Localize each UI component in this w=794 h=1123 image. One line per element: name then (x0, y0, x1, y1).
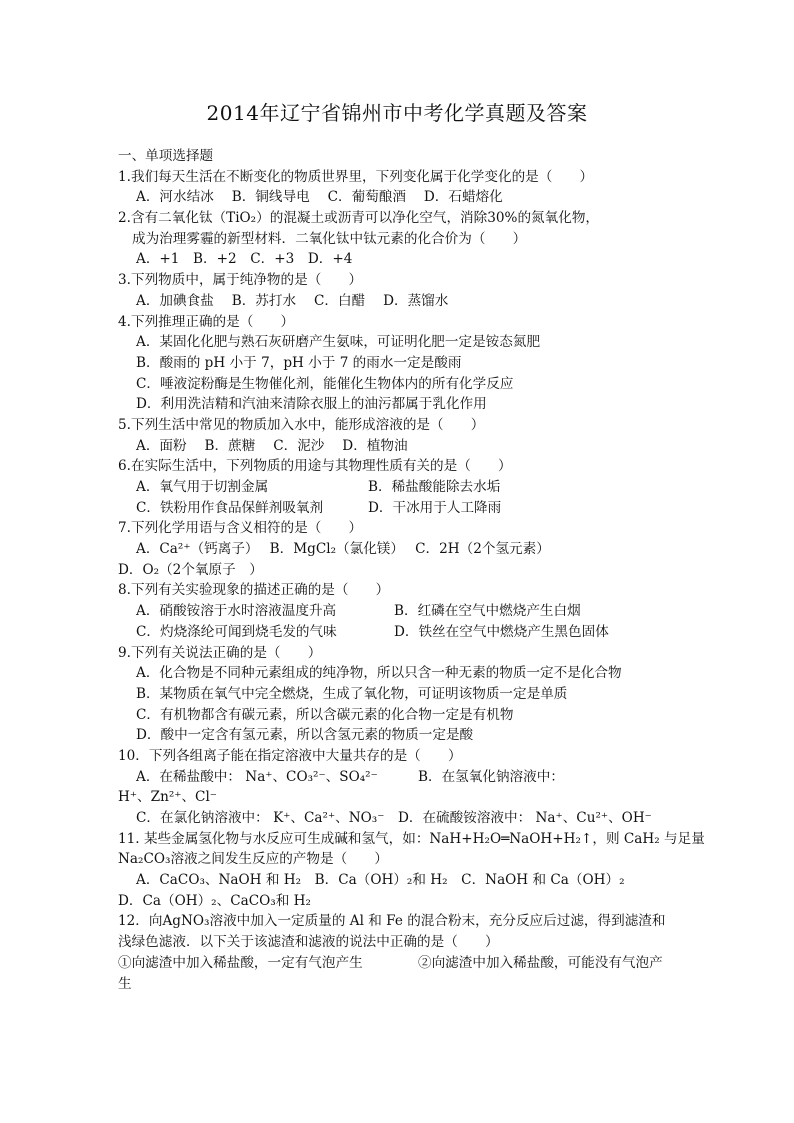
question-10-option-b: B．在氢氧化钠溶液中： (418, 768, 564, 785)
question-6-options-ab (118, 477, 678, 498)
question-list (118, 146, 705, 994)
question-4: 4.下列推理正确的是（ ） (118, 313, 295, 330)
question-8-option-d: D．铁丝在空气中燃烧产生黑色固体 (394, 623, 609, 640)
question-12: 12．向AgNO₃溶液中加入一定质量的 Al 和 Fe 的混合粉末，充分反应后过滤，得到滤渣和 (118, 913, 666, 930)
question-10-options-cd: C．在氯化钠溶液中： K⁺、Ca²⁺、NO₃⁻ D．在硫酸铵溶液中： Na⁺、Cu²⁺、OH⁻ (136, 810, 652, 826)
question-7: 7.下列化学用语与含义相符的是（ ） (118, 520, 363, 537)
question-12-statement-2-cont: 生 (118, 975, 132, 992)
question-8-option-b: B．红磷在空气中燃烧产生白烟 (394, 603, 581, 620)
question-8-options-ab (118, 601, 678, 622)
question-6-option-c: C．铁粉用作食品保鲜剂吸氧剂 (136, 499, 324, 516)
question-6: 6.在实际生活中，下列物质的用途与其物理性质有关的是（ ） (118, 458, 512, 475)
question-1: 1.我们每天生活在不断变化的物质世界里，下列变化属于化学变化的是（ ） (118, 168, 594, 185)
question-11-cont: Na₂CO₃溶液之间发生反应的产物是（ ） (118, 851, 388, 868)
question-4-option-d: D．利用洗洁精和汽油来清除衣服上的油污都属于乳化作用 (136, 396, 487, 413)
question-6-option-a: A．氧气用于切割金属 (136, 479, 269, 495)
page-title: 2014年辽宁省锦州市中考化学真题及答案 (206, 101, 588, 125)
question-6-options-cd (118, 498, 678, 519)
question-9-option-a: A．化合物是不同种元素组成的纯净物，所以只含一种无素的物质一定不是化合物 (136, 665, 622, 682)
question-10: 10．下列各组离子能在指定溶液中大量共存的是（ ） (118, 747, 462, 764)
question-12-statement-2: ②向滤渣中加入稀盐酸，可能没有气泡产 (418, 954, 663, 971)
question-4-option-c: C．唾液淀粉酶是生物催化剂，能催化生物体内的所有化学反应 (136, 375, 514, 392)
question-8-options-cd (118, 622, 678, 643)
question-8: 8.下列有关实验现象的描述正确的是（ ） (118, 582, 390, 599)
question-2: 2.含有二氧化钛（TiO₂）的混凝土或沥青可以净化空气，消除30%的氮氧化物， (118, 210, 600, 227)
question-7-options-abc: A．Ca²⁺（钙离子） B．MgCl₂（氯化镁） C．2H（2个氢元素） (136, 541, 550, 558)
question-10-option-b-ions: H⁺、Zn²⁺、Cl⁻ (118, 789, 217, 806)
question-10-option-a: A．在稀盐酸中： Na⁺、CO₃²⁻、SO₄²⁻ (136, 768, 378, 785)
question-9-option-d: D．酸中一定含有氢元素，所以含氢元素的物质一定是酸 (136, 727, 474, 744)
question-12-cont: 浅绿色滤液．以下关于该滤渣和滤液的说法中正确的是（ ） (118, 934, 499, 951)
question-10-options-ab (118, 767, 678, 788)
question-6-option-b: B．稀盐酸能除去水垢 (368, 479, 501, 495)
question-2-cont: 成为治理雾霾的新型材料．二氧化钛中钛元素的化合价为（ ） (132, 230, 527, 247)
question-9: 9.下列有关说法正确的是（ ） (118, 644, 322, 661)
question-3: 3.下列物质中，属于纯净物的是（ ） (118, 272, 363, 289)
question-2-options: A．+1 B．+2 C．+3 D．+4 (136, 251, 353, 268)
question-6-option-d: D．干冰用于人工降雨 (368, 499, 502, 516)
question-1-options: A．河水结冰 B．铜线导电 C．葡萄酿酒 D．石蜡熔化 (136, 189, 503, 206)
section-heading: 一、单项选择题 (118, 148, 214, 164)
question-8-option-a: A．硝酸铵溶于水时溶液温度升高 (136, 603, 337, 620)
question-5-options: A．面粉 B．蔗糖 C．泥沙 D．植物油 (136, 437, 408, 454)
question-4-option-b: B．酸雨的 pH 小于 7，pH 小于 7 的雨水一定是酸雨 (136, 354, 462, 371)
question-11-option-d: D．Ca（OH）₂、CaCO₃和 H₂ (118, 892, 311, 909)
question-11-options-abc: A．CaCO₃、NaOH 和 H₂ B．Ca（OH）₂和 H₂ C．NaOH 和 Ca（OH）₂ (136, 872, 625, 889)
question-8-option-c: C．灼烧涤纶可闻到烧毛发的气味 (136, 623, 337, 640)
question-11: 11. 某些金属氢化物与水反应可生成碱和氢气，如：NaH+H₂O═NaOH+H₂↑，则 CaH₂ 与足量 (118, 830, 705, 847)
question-9-option-b: B．某物质在氧气中完全燃烧，生成了氧化物，可证明该物质一定是单质 (136, 685, 568, 702)
question-4-option-a: A．某固化化肥与熟石灰研磨产生氨味，可证明化肥一定是铵态氮肥 (136, 334, 541, 351)
question-3-options: A．加碘食盐 B．苏打水 C．白醋 D．蒸馏水 (136, 292, 449, 309)
question-12-statements (118, 953, 678, 974)
question-5: 5.下列生活中常见的物质加入水中，能形成溶液的是（ ） (118, 416, 485, 433)
question-7-option-d: D．O₂（2个氧原子 ） (118, 561, 263, 578)
question-12-statement-1: ①向滤渣中加入稀盐酸，一定有气泡产生 (118, 954, 363, 971)
question-9-option-c: C．有机物都含有碳元素，所以含碳元素的化合物一定是有机物 (136, 706, 514, 723)
